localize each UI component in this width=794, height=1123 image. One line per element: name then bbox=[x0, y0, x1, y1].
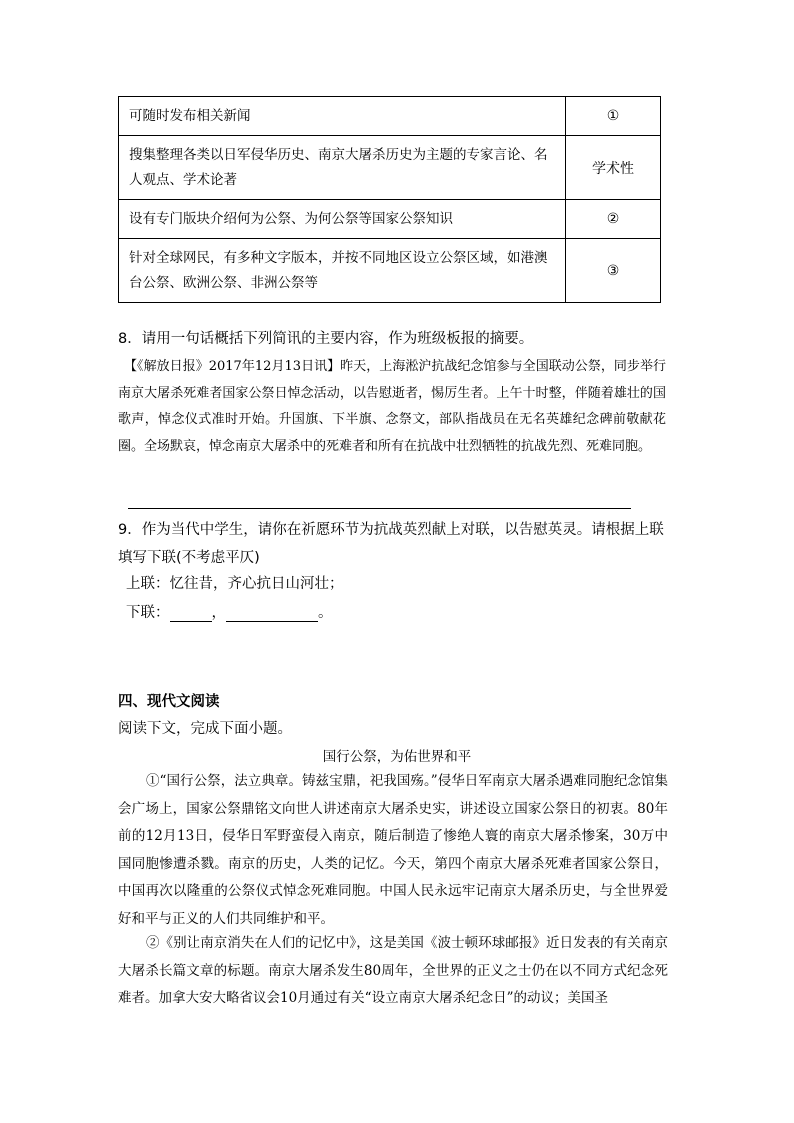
table-row bbox=[119, 200, 661, 239]
table-cell-desc: 针对全球网民，有多种文字版本，并按不同地区设立公祭区域，如港澳台公祭、欧洲公祭、非洲公祭等 bbox=[119, 239, 566, 303]
table-cell-desc: 可随时发布相关新闻 bbox=[119, 97, 566, 136]
table-cell-mark: ② bbox=[566, 200, 661, 239]
table-row bbox=[119, 97, 661, 136]
table-row bbox=[119, 136, 661, 200]
table-cell-mark: 学术性 bbox=[566, 136, 661, 200]
couplet-end: 。 bbox=[318, 605, 333, 621]
section-heading: 四、现代文阅读 bbox=[118, 694, 220, 710]
question-9-prompt: 9．作为当代中学生，请你在祈愿环节为抗战英烈献上对联，以告慰英灵。请根据上联填写下联(不考虑平仄) bbox=[118, 522, 664, 566]
couplet-lower bbox=[126, 601, 333, 622]
table-cell-desc: 设有专门版块介绍何为公祭、为何公祭等国家公祭知识 bbox=[119, 200, 566, 239]
answer-line[interactable] bbox=[128, 508, 631, 509]
couplet-blank-2[interactable] bbox=[226, 607, 318, 622]
table-cell-mark: ③ bbox=[566, 239, 661, 303]
couplet-lower-label: 下联： bbox=[126, 605, 170, 621]
couplet-comma: ， bbox=[211, 605, 226, 621]
table-cell-mark: ① bbox=[566, 97, 661, 136]
couplet-blank-1[interactable] bbox=[170, 607, 212, 622]
article-paragraph-1: ①“国行公祭，法立典章。铸兹宝鼎，祀我国殇。”侵华日军南京大屠杀遇难同胞纪念馆集会广场上，国家公祭鼎铭文向世人讲述南京大屠杀史实，讲述设立国家公祭日的初衷。80年前的12月13日，侵华日军野蛮侵入南京，随后制造了惨绝人寰的南京大屠杀惨案，30万中国同胞惨遭杀戮。南京的历史，人类的记忆。今天，第四个南京大屠杀死难者国家公祭日，中国再次以隆重的公祭仪式悼念死难同胞。中国人民永远牢记南京大屠杀历史，与全世界爱好和平与正义的人们共同维护和平。 bbox=[118, 773, 668, 927]
couplet-upper: 上联：忆往昔，齐心抗日山河壮； bbox=[126, 576, 344, 592]
feature-table bbox=[118, 96, 661, 303]
article-title: 国行公祭，为佑世界和平 bbox=[322, 749, 472, 765]
question-8-prompt: 8．请用一句话概括下列简讯的主要内容，作为班级板报的摘要。 bbox=[118, 331, 534, 347]
table-row bbox=[119, 239, 661, 303]
table-cell-desc: 搜集整理各类以日军侵华历史、南京大屠杀历史为主题的专家言论、名人观点、学术论著 bbox=[119, 136, 566, 200]
section-instruction: 阅读下文，完成下面小题。 bbox=[118, 721, 292, 737]
article-paragraph-2: ②《别让南京消失在人们的记忆中》，这是美国《波士顿环球邮报》近日发表的有关南京大屠杀长篇文章的标题。南京大屠杀发生80周年，全世界的正义之士仍在以不同方式纪念死难者。加拿大安大略省议会10月通过有关“设立南京大屠杀纪念日”的动议；美国圣 bbox=[118, 935, 668, 1006]
news-excerpt: 【《解放日报》2017年12月13日讯】昨天，上海淞沪抗战纪念馆参与全国联动公祭，同步举行南京大屠杀死难者国家公祭日悼念活动，以告慰逝者，惕厉生者。上午十时整，伴随着雄壮的国歌声，悼念仪式准时开始。升国旗、下半旗、念祭文，部队指战员在无名英雄纪念碑前敬献花圈。全场默哀，悼念南京大屠杀中的死难者和所有在抗战中壮烈牺牲的抗战先烈、死难同胞。 bbox=[118, 359, 666, 454]
